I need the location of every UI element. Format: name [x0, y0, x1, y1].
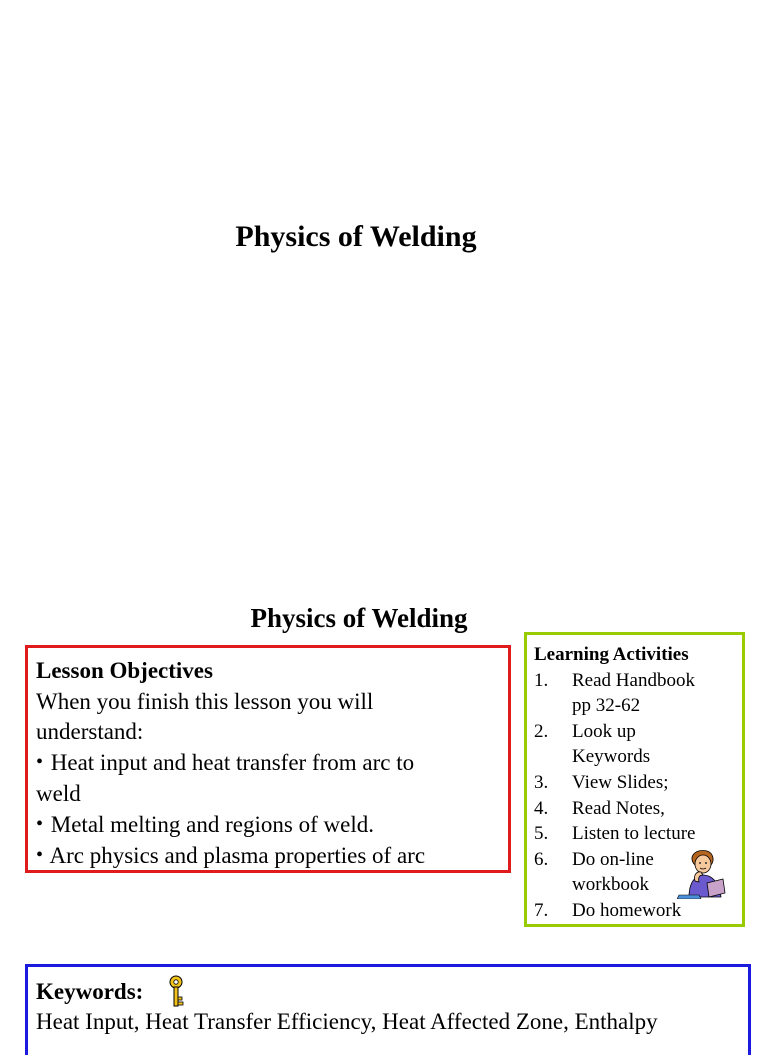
list-item: 4. Read Notes,	[534, 797, 665, 819]
list-item: 3. View Slides;	[534, 771, 669, 793]
objective-item-1: • Heat input and heat transfer from arc to	[36, 749, 415, 775]
objectives-intro-line-1: When you finish this lesson you will	[36, 688, 374, 714]
objective-item-3: • Arc physics and plasma properties of arc	[36, 843, 426, 868]
keywords-box	[25, 964, 751, 1055]
keywords-heading: Keywords:	[36, 979, 144, 1004]
slide2-title: Physics of Welding	[250, 603, 468, 633]
list-item: 5. Listen to lecture	[534, 823, 696, 845]
bullet-icon: •	[36, 750, 44, 773]
learning-activities-box	[524, 632, 745, 927]
lesson-objectives-box	[25, 645, 511, 873]
keywords-text: Heat Input, Heat Transfer Efficiency, Heat Affected Zone, Enthalpy	[36, 1009, 658, 1034]
lesson-objectives-heading: Lesson Objectives	[36, 658, 213, 683]
list-item: 7. Do homework	[534, 899, 682, 921]
objectives-intro-line-2: understand:	[36, 719, 144, 744]
slide1-title: Physics of Welding	[235, 220, 477, 253]
key-icon	[163, 975, 189, 1009]
bullet-icon: •	[36, 844, 44, 866]
list-item: 2. Look up Keywords	[534, 720, 651, 768]
learning-activities-heading: Learning Activities	[534, 644, 689, 665]
list-item: 1. Read Handbook pp 32-62	[534, 669, 695, 717]
objective-item-1-cont: weld	[36, 781, 81, 806]
objective-item-2: • Metal melting and regions of weld.	[36, 811, 374, 837]
student-thinking-icon	[677, 849, 727, 899]
bullet-icon: •	[36, 812, 44, 835]
list-item: 6. Do on-line workbook	[534, 848, 654, 896]
